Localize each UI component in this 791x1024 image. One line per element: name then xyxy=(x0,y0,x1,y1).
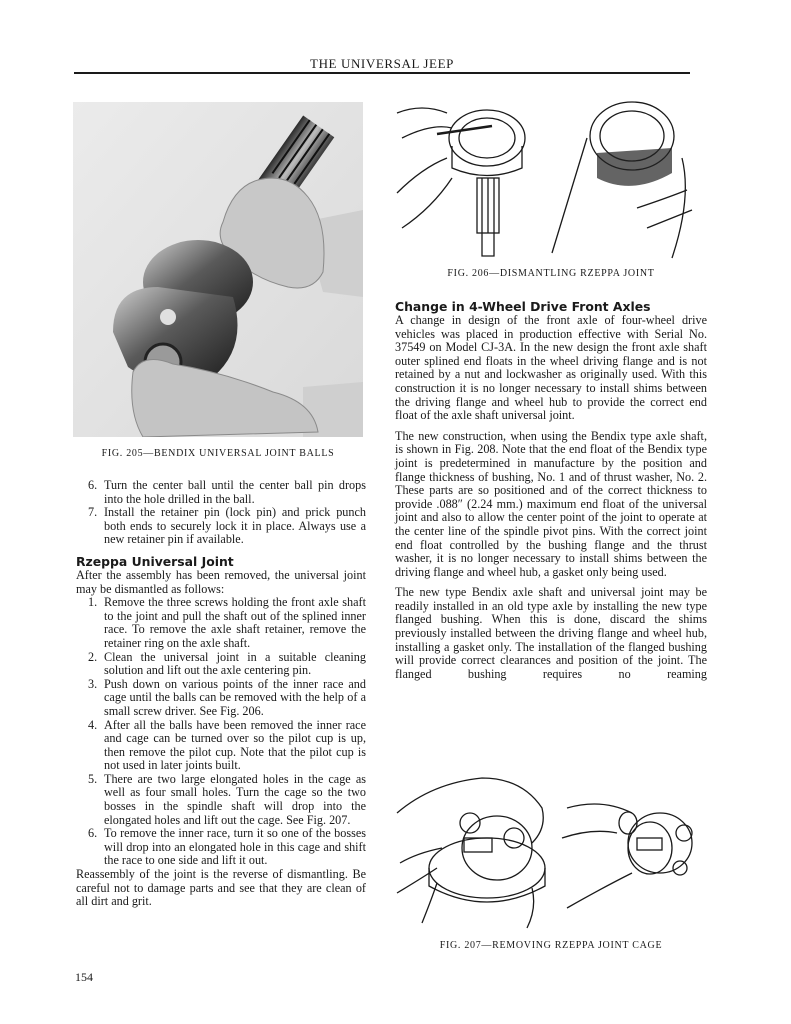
step-number: 4. xyxy=(88,717,98,732)
step-text: There are two large elongated holes in the cage as well as four small holes. Turn the cage so the two bosses in the spindle shaft will drop into the elongated holes and lift out the cage. See Fig. 207. xyxy=(104,771,366,827)
step-text: To remove the inner race, turn it so one of the bosses will drop into an elongated hole in this cage and shift the race to one side and lift it out. xyxy=(104,826,366,868)
list-item xyxy=(76,651,366,678)
paragraph: The new type Bendix axle shaft and universal joint may be readily installed in an old type axle by installing the new type flanged bushing. When this is done, discard the shims previously installed between the driving flange and wheel hub, installing a gasket only. The installation of the flanged bushing will provide correct clearances and position of the joint. The flanged bushing requires no reaming xyxy=(395,585,707,681)
right-column xyxy=(395,299,707,681)
header-rule xyxy=(74,72,690,74)
rzeppa-closing: Reassembly of the joint is the reverse of dismantling. Be careful not to damage parts and see that they are clean of all dirt and grit. xyxy=(76,867,366,909)
list-item xyxy=(76,596,366,650)
step-number: 6. xyxy=(88,478,98,492)
step-number: 1. xyxy=(88,595,98,610)
page-number: 154 xyxy=(75,970,93,984)
step-number: 2. xyxy=(88,649,98,664)
figure-206-caption: FIG. 206—DISMANTLING RZEPPA JOINT xyxy=(447,268,655,279)
figure-207-caption: FIG. 207—REMOVING RZEPPA JOINT CAGE xyxy=(439,940,663,951)
step-text: Push down on various points of the inner race and cage until the balls can be removed with the help of a small screw driver. See Fig. 206. xyxy=(104,676,366,718)
figure-205-caption: FIG. 205—BENDIX UNIVERSAL JOINT BALLS xyxy=(101,448,335,459)
list-item xyxy=(76,506,366,547)
figure-206-drawing xyxy=(392,98,710,263)
bendix-joint-photo xyxy=(73,102,363,437)
list-item xyxy=(76,773,366,827)
step-text: Clean the universal joint in a suitable cleaning solution and lift out the axle centering pin. xyxy=(104,649,366,678)
step-number: 5. xyxy=(88,771,98,786)
step-text: After all the balls have been removed the inner race and cage can be turned over so the pilot cup is up, then remove the pilot cup. Note that the pilot cup is not used in later joints built. xyxy=(104,717,366,773)
rzeppa-steps xyxy=(76,596,366,868)
rzeppa-cage-removal-drawing xyxy=(392,768,710,933)
list-item xyxy=(76,678,366,719)
figure-207-drawing xyxy=(392,768,710,933)
list-item xyxy=(76,479,366,506)
list-item xyxy=(76,827,366,868)
running-header: THE UNIVERSAL JEEP xyxy=(310,56,454,71)
step-number: 7. xyxy=(88,505,98,520)
step-text: Remove the three screws holding the front axle shaft to the joint and pull the shaft out of the splined inner race. To remove the axle shaft retainer, remove the retainer ring on the axle shaft. xyxy=(104,595,366,650)
figure-205-photo xyxy=(73,102,363,437)
section-heading-rzeppa: Rzeppa Universal Joint xyxy=(76,553,234,569)
paragraph: A change in design of the front axle of four-wheel drive vehicles was placed in production effective with Serial No. 37549 on Model CJ-3A. In the new design the front axle shaft outer splined end floats in the wheel driving flange and is not retained by a nut and lockwasher as originally used. With this construction it is no longer necessary to install shims between the driving flange and wheel hub to provide the correct end float of the axle shaft universal joint. xyxy=(395,313,707,423)
paragraph: The new construction, when using the Bendix type axle shaft, is shown in Fig. 208. Note that the end float of the Bendix type joint is predetermined in manufacture by the position and flange thickness of bushing, No. 1 and of thrust washer, No. 2. These parts are so positioned and of the correct thickness to provide .088″ (2.24 mm.) maximum end float of the universal joint and also to allow the center point of the joint to operate at the center line of the spindle pivot pins. With the correct joint end float controlled by the bushing flange and the thrust washer, it is no longer necessary to install shims between the driving flange and wheel hub, a gasket only being used. xyxy=(395,428,707,579)
step-text: Install the retainer pin (lock pin) and prick punch both ends to securely lock it in place. Always use a new retainer pin if available. xyxy=(104,505,366,547)
step-number: 3. xyxy=(88,676,98,691)
step-text: Turn the center ball until the center ball pin drops into the hole drilled in the ball. xyxy=(104,478,366,506)
step-number: 6. xyxy=(88,826,98,841)
rzeppa-dismantling-drawing xyxy=(392,98,710,263)
bendix-steps-continued xyxy=(76,479,366,547)
section-heading-front-axles: Change in 4-Wheel Drive Front Axles xyxy=(395,299,651,314)
list-item xyxy=(76,719,366,773)
rzeppa-intro: After the assembly has been removed, the universal joint may be dismantled as follows: xyxy=(76,567,366,596)
left-column xyxy=(76,479,366,909)
